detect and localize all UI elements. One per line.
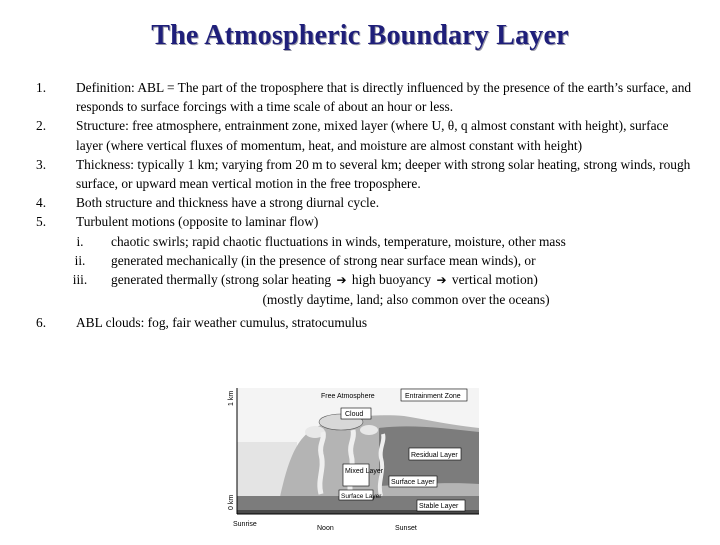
thermal-plume: [360, 425, 378, 435]
sunrise-label: Sunrise: [233, 521, 257, 528]
sunset-label: Sunset: [395, 525, 417, 532]
sub-item-text-a: generated thermally (strong solar heating: [111, 272, 332, 288]
residual-layer-label: Residual Layer: [411, 452, 458, 459]
list-item: [36, 212, 696, 231]
sub-list-item: [36, 232, 696, 251]
surface-layer-label: Surface Layer: [391, 479, 435, 486]
noon-label: Noon: [317, 525, 334, 532]
content-list: [36, 78, 696, 333]
y-axis-top-label: 1 km: [228, 390, 235, 406]
sub-list-item: [36, 270, 696, 290]
abl-diurnal-diagram: [229, 384, 479, 540]
list-item: [36, 78, 696, 116]
page-title: The Atmospheric Boundary Layer: [151, 20, 569, 51]
item-text: Definition: ABL = The part of the troposphere that is directly influenced by the presence of the earth’s surface, and responds to surface forcings with a time scale of about an hour or less.: [76, 80, 692, 115]
list-item: [36, 193, 696, 212]
list-item: [36, 116, 696, 154]
item-text: Thickness: typically 1 km; varying from 20 m to several km; deeper with strong solar heating, strong winds, rough surface, or upward mean vertical motion in the free troposphere.: [76, 156, 691, 192]
sub-item-number: i.: [76, 233, 84, 249]
item-text: Both structure and thickness have a strong diurnal cycle.: [76, 195, 380, 211]
item-number: 4.: [36, 195, 47, 211]
list-item: [36, 155, 696, 193]
mixed-layer-label: Mixed Layer: [345, 468, 384, 475]
item-text: ABL clouds: fog, fair weather cumulus, stratocumulus: [76, 315, 368, 331]
stable-layer-label: Stable Layer: [419, 503, 459, 510]
right-arrow-icon: ➔: [336, 273, 347, 288]
item-number: 2.: [36, 118, 47, 134]
right-arrow-icon: ➔: [436, 273, 447, 288]
sub-item-text: chaotic swirls; rapid chaotic fluctuations in winds, temperature, moisture, other mass: [111, 233, 566, 249]
diagram-svg: [229, 384, 479, 540]
sub-item-text-c: vertical motion): [451, 272, 538, 288]
item-number: 5.: [36, 214, 47, 230]
entrainment-zone-label: Entrainment Zone: [405, 393, 461, 400]
item-text: Turbulent motions (opposite to laminar flow): [76, 214, 319, 230]
sub-item-continuation: (mostly daytime, land; also common over the oceans): [262, 292, 550, 308]
sub-list-item: [36, 251, 696, 270]
surface-layer-label-2: Surface Layer: [341, 493, 382, 500]
list-item: [36, 313, 696, 332]
item-number: 1.: [36, 80, 47, 95]
item-number: 3.: [36, 156, 47, 172]
cloud-label: Cloud: [345, 411, 364, 418]
item-number: 6.: [36, 315, 47, 331]
sub-item-text: generated mechanically (in the presence of strong near surface mean winds), or: [111, 252, 536, 268]
free-atmosphere-label: Free Atmosphere: [321, 393, 375, 400]
y-axis-bottom-label: 0 km: [228, 494, 235, 510]
sub-item-number: iii.: [72, 272, 88, 288]
sub-item-number: ii.: [74, 252, 86, 268]
item-text: Structure: free atmosphere, entrainment zone, mixed layer (where U, θ, q almost constant with height), surface layer (where vertical fluxes of momentum, heat, and moisture are almost constant with height): [76, 118, 669, 153]
sub-item-text-b: high buoyancy: [351, 272, 432, 288]
